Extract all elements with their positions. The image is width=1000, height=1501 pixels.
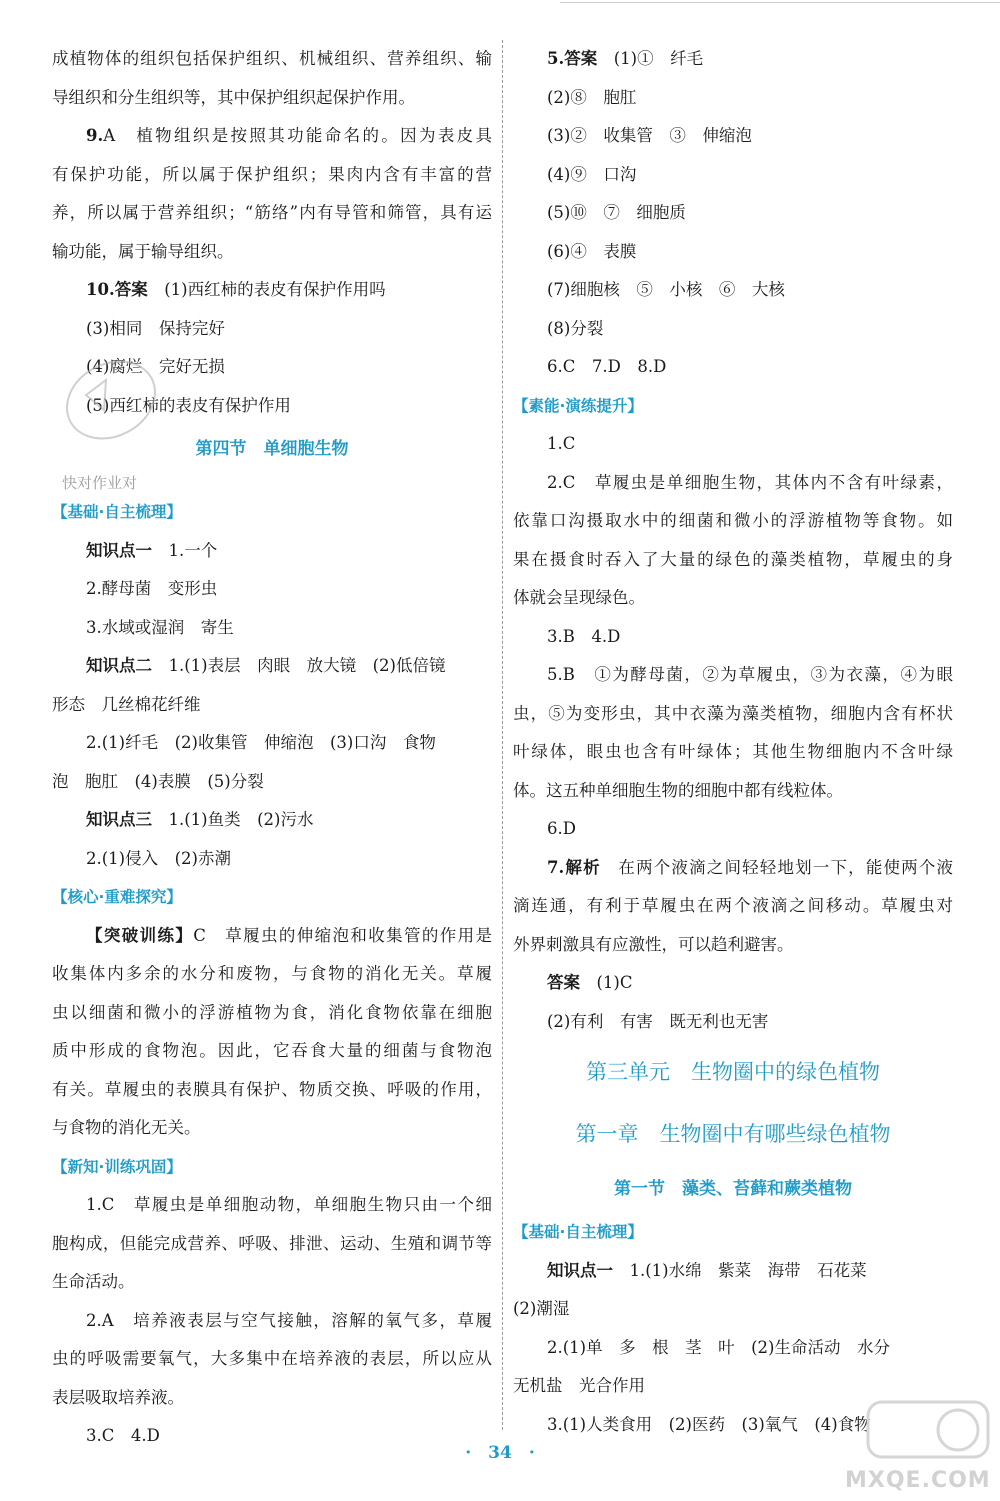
section-tag: 【基础·自主梳理】 (513, 1223, 643, 1241)
text-line: 滴连通，有利于草履虫在两个液滴之间移动。草履虫对 (513, 896, 953, 915)
text-line: 与食物的消化无关。 (52, 1118, 201, 1137)
text-line: 输功能，属于输导组织。 (52, 241, 234, 261)
tupo-ans: C (193, 925, 206, 945)
text-line: 无机盐 光合作用 (513, 1376, 645, 1395)
answer-s2 (513, 464, 953, 503)
text-line: 泡 胞肛 (4)表膜 (5)分裂 (52, 771, 264, 791)
kp-text: 1.(1)水绵 紫菜 海带 石花菜 (629, 1260, 867, 1280)
q-text: (1)西红柿的表皮有保护作用吗 (164, 280, 386, 299)
knowledge-point-2 (52, 647, 492, 686)
column-divider (502, 40, 503, 1430)
q-text: 植物组织是按照其功能命名的。因为表皮具 (136, 126, 492, 145)
section-title: 第四节 单细胞生物 (195, 439, 349, 459)
q-num: 7. (547, 857, 565, 877)
q-head: 1.C (86, 1195, 115, 1214)
text-line: (2)潮湿 (513, 1299, 570, 1318)
kp-label: 知识点一 (86, 540, 152, 560)
q-text: 培养液表层与空气接触，溶解的氧气多，草履 (133, 1310, 492, 1330)
text-line: 虫的呼吸需要氧气，大多集中在培养液的表层，所以应从 (52, 1349, 492, 1368)
text-line: 生命活动。 (52, 1272, 135, 1291)
q-head: 2.C (547, 472, 576, 492)
q-num: 9. (86, 126, 104, 145)
text-line: 形态 几丝棉花纤维 (52, 694, 201, 714)
q-text: 草履虫是单细胞生物，其体内不含有叶绿素， (594, 472, 953, 492)
text-line: (5)西红柿的表皮有保护作用 (86, 395, 291, 415)
kp-label: 知识点一 (547, 1260, 613, 1280)
stamp-watermark-icon (56, 350, 166, 450)
text-line: 有保护功能，所以属于保护组织；果肉内含有丰富的营 (52, 164, 492, 184)
text-line: (2)有利 有害 既无利也无害 (547, 1011, 769, 1031)
q-head: 2.A (86, 1310, 114, 1330)
text-line: (4)⑨ 口沟 (547, 164, 637, 184)
section-tag: 【核心·重难探究】 (52, 888, 182, 906)
text-line: 虫以细菌和微小的浮游植物为食，消化食物依靠在细胞 (52, 1002, 492, 1022)
text-line: 3.(1)人类食用 (2)医药 (3)氧气 (4)食物 (547, 1414, 871, 1434)
text-line: 表层吸取培养液。 (52, 1387, 184, 1407)
q-text: ①为酵母菌，②为草履虫，③为衣藻，④为眼 (594, 665, 953, 684)
text-line: 体就会呈现绿色。 (513, 588, 645, 607)
kp-label: 知识点三 (86, 810, 152, 829)
tupo-text: 草履虫的伸缩泡和收集管的作用是 (225, 925, 492, 945)
unit-title: 第三单元 生物圈中的绿色植物 (586, 1060, 880, 1084)
text-line: 依靠口沟摄取水中的细菌和微小的浮游植物等食物。如 (513, 511, 953, 530)
q-head: 5.B (547, 665, 575, 684)
text-line: 养，所以属于营养组织；“筋络”内有导管和筛管，具有运 (52, 203, 492, 222)
text-line: 6.C 7.D 8.D (547, 357, 667, 376)
knowledge-point-1 (52, 532, 492, 571)
page-number: · 34 · (465, 1443, 535, 1463)
answer-label: 答案 (564, 49, 598, 68)
section-title: 第一节 藻类、苔藓和蕨类植物 (614, 1179, 852, 1199)
text-line: 有关。草履虫的表膜具有保护、物质交换、呼吸的作用， (52, 1079, 492, 1099)
text-line: 3.B 4.D (547, 626, 621, 646)
answer-label: 答案 (547, 973, 580, 992)
text-line: 3.水域或湿润 寄生 (86, 617, 234, 637)
top-rule (560, 2, 1000, 3)
left-column (52, 40, 492, 1456)
watermark-text: MXQE.COM (845, 1468, 991, 1493)
text-line: 成植物体的组织包括保护组织、机械组织、营养组织、输 (52, 49, 492, 68)
text-line: 叶绿体，眼虫也含有叶绿体；其他生物细胞内不含叶绿 (513, 742, 953, 761)
text-line: 3.C 4.D (86, 1426, 160, 1445)
q-text: (1)C (596, 973, 633, 992)
tupo-label: 【突破训练】 (86, 925, 194, 945)
section-tag: 【素能·演练提升】 (513, 396, 643, 415)
text-line: 1.C (547, 434, 576, 453)
breakthrough-training (52, 917, 492, 956)
knowledge-point-3 (52, 801, 492, 840)
q-ans: A (103, 126, 116, 145)
kp-label: 知识点二 (86, 656, 152, 675)
text-line: 导组织和分生组织等，其中保护组织起保护作用。 (52, 87, 415, 107)
text-line: (5)⑩ ⑦ 细胞质 (547, 203, 686, 222)
text-line: 胞构成，但能完成营养、呼吸、排泄、运动、生殖和调节等 (52, 1233, 492, 1253)
text-line: (2)⑧ 胞肛 (547, 87, 637, 107)
answer-label: 答案 (114, 280, 148, 299)
q-num: 5. (547, 49, 565, 68)
text-line: (3)相同 保持完好 (86, 318, 225, 338)
text-line: 2.酵母菌 变形虫 (86, 579, 218, 598)
text-line: 外界刺激具有应激性，可以趋利避害。 (513, 934, 794, 954)
section-tag: 【基础·自主梳理】 (52, 503, 182, 521)
q-text: 在两个液滴之间轻轻地划一下，能使两个液 (618, 857, 953, 877)
answer-line (513, 964, 953, 1003)
knowledge-point-1 (513, 1252, 953, 1291)
analysis-label: 解析 (564, 857, 601, 877)
text-line: 虫，⑤为变形虫，其中衣藻为藻类植物，细胞内含有杯状 (513, 703, 953, 723)
answer-9 (52, 117, 492, 156)
text-line: (4)腐烂 完好无损 (86, 357, 225, 376)
answer-x2 (52, 1302, 492, 1341)
text-line: (7)细胞核 ⑤ 小核 ⑥ 大核 (547, 280, 785, 299)
text-line: 2.(1)纤毛 (2)收集管 伸缩泡 (3)口沟 食物 (86, 733, 436, 752)
kp-text: 1.(1)表层 肉眼 放大镜 (2)低倍镜 (168, 656, 446, 675)
answer-5 (513, 40, 953, 79)
text-line: 收集体内多余的水分和废物，与食物的消化无关。草履 (52, 964, 492, 983)
section-tag: 【新知·训练巩固】 (52, 1157, 182, 1176)
text-line: (6)④ 表膜 (547, 241, 637, 261)
text-line: 体。这五种单细胞生物的细胞中都有线粒体。 (513, 780, 843, 800)
answer-s5 (513, 656, 953, 695)
answer-x1 (52, 1186, 492, 1225)
kp-text: 1.一个 (168, 540, 218, 560)
chapter-title: 第一章 生物圈中有哪些绿色植物 (575, 1122, 891, 1146)
answer-10 (52, 271, 492, 310)
text-line: 2.(1)侵入 (2)赤潮 (86, 848, 231, 868)
kp-text: 1.(1)鱼类 (2)污水 (168, 810, 314, 829)
right-column (513, 40, 953, 1444)
text-line: 2.(1)单 多 根 茎 叶 (2)生命活动 水分 (547, 1337, 890, 1357)
q-text: 草履虫是单细胞动物，单细胞生物只由一个细 (133, 1195, 492, 1214)
faded-overlay-text: 快对作业对 (62, 474, 138, 492)
q-text: (1)① 纤毛 (613, 49, 704, 68)
q-num: 10. (86, 280, 115, 299)
text-line: (3)② 收集管 ③ 伸缩泡 (547, 126, 752, 145)
text-line: (8)分裂 (547, 318, 604, 338)
answer-s7 (513, 849, 953, 888)
text-line: 质中形成的食物泡。因此，它吞食大量的细菌与食物泡 (52, 1041, 492, 1060)
text-line: 果在摄食时吞入了大量的绿色的藻类植物，草履虫的身 (513, 549, 953, 569)
text-line: 6.D (547, 819, 576, 838)
